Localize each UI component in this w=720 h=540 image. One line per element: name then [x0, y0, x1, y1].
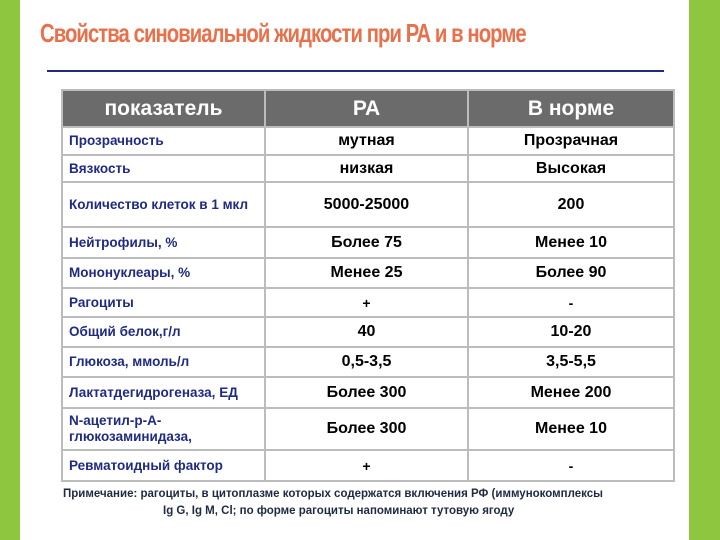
row-ra-value: 5000-25000: [265, 182, 468, 227]
row-norm-value: Менее 200: [468, 377, 674, 408]
row-parameter: Общий белок,г/л: [62, 317, 265, 347]
row-norm-value: -: [468, 288, 674, 317]
table-row: [62, 258, 674, 288]
row-norm-value: Менее 10: [468, 408, 674, 450]
row-parameter: Количество клеток в 1 мкл: [62, 182, 265, 227]
row-parameter: Мононуклеары, %: [62, 258, 265, 288]
table-row: [62, 450, 674, 481]
table-row: [62, 408, 674, 450]
row-ra-value: Менее 25: [265, 258, 468, 288]
row-ra-value: 0,5-3,5: [265, 347, 468, 377]
row-parameter: Прозрачность: [62, 127, 265, 155]
footnote-line-2: Ig G, Ig M, Cl; по форме рагоциты напоминают тутовую ягоду: [163, 505, 515, 517]
row-ra-value: низкая: [265, 155, 468, 182]
row-norm-value: Более 90: [468, 258, 674, 288]
table-row: [62, 155, 674, 182]
row-parameter: Глюкоза, ммоль/л: [62, 347, 265, 377]
row-ra-value: +: [265, 450, 468, 481]
row-parameter: N-ацетил-р-А-глюкозаминидаза,: [62, 408, 265, 450]
row-norm-value: 3,5-5,5: [468, 347, 674, 377]
slide-title: Свойства синовиальной жидкости при РА и в норме: [40, 18, 526, 48]
row-norm-value: Менее 10: [468, 227, 674, 258]
header-parameter: показатель: [62, 90, 265, 127]
row-ra-value: Более 300: [265, 377, 468, 408]
table-row: [62, 377, 674, 408]
comparison-table-container: [61, 89, 673, 482]
row-parameter: Нейтрофилы, %: [62, 227, 265, 258]
row-ra-value: Более 75: [265, 227, 468, 258]
row-norm-value: -: [468, 450, 674, 481]
header-norm: В норме: [468, 90, 674, 127]
row-parameter: Ревматоидный фактор: [62, 450, 265, 481]
table-header-row: [62, 90, 674, 127]
table-row: [62, 127, 674, 155]
row-ra-value: Более 300: [265, 408, 468, 450]
comparison-table: [61, 89, 675, 482]
row-parameter: Рагоциты: [62, 288, 265, 317]
row-ra-value: 40: [265, 317, 468, 347]
row-parameter: Вязкость: [62, 155, 265, 182]
footnote: [63, 486, 663, 520]
row-parameter: Лактатдегидрогеназа, ЕД: [62, 377, 265, 408]
table-row: [62, 227, 674, 258]
row-norm-value: Прозрачная: [468, 127, 674, 155]
row-norm-value: 10-20: [468, 317, 674, 347]
row-ra-value: +: [265, 288, 468, 317]
footnote-line-1: Примечание: рагоциты, в цитоплазме которых содержатся включения РФ (иммунокомплексы: [63, 488, 603, 500]
side-accent-strip: [689, 0, 720, 540]
row-norm-value: 200: [468, 182, 674, 227]
table-row: [62, 182, 674, 227]
row-norm-value: Высокая: [468, 155, 674, 182]
table-row: [62, 347, 674, 377]
row-ra-value: мутная: [265, 127, 468, 155]
header-ra: РА: [265, 90, 468, 127]
title-underline: [47, 70, 664, 72]
table-row: [62, 317, 674, 347]
table-row: [62, 288, 674, 317]
